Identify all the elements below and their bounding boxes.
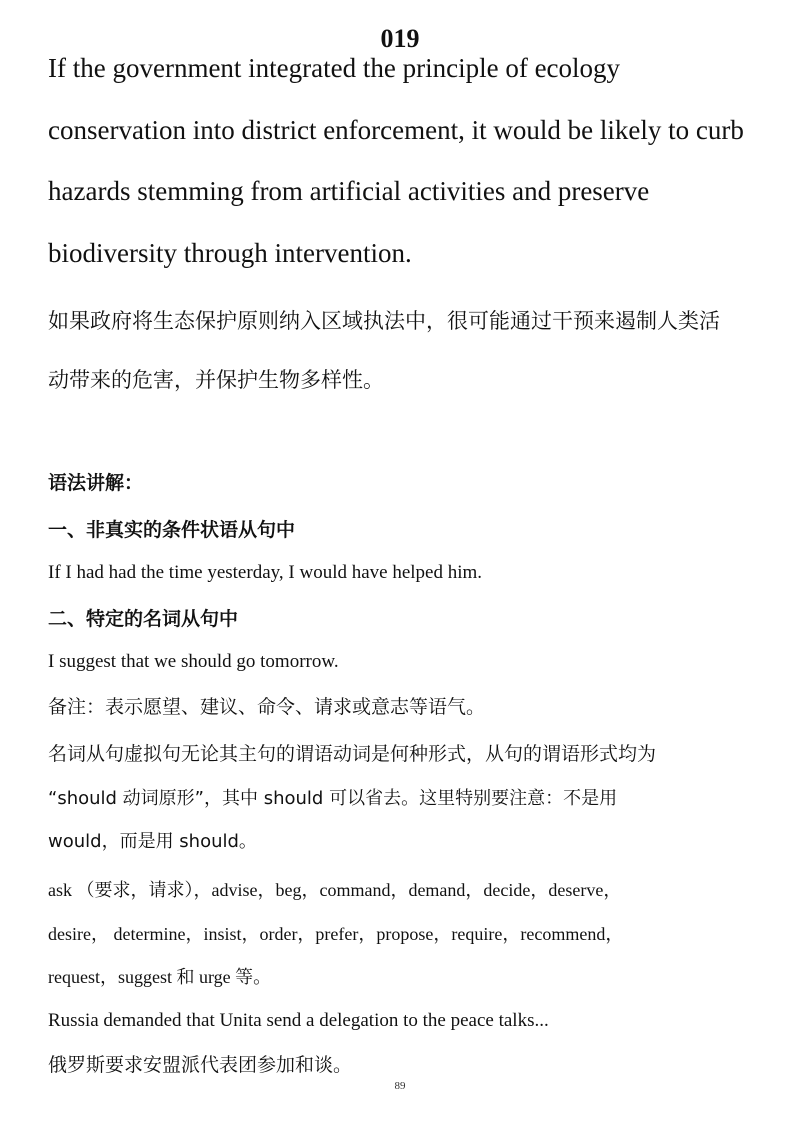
verbs-list-line-1: ask （要求，请求），advise，beg，command，demand，decide，deserve， (48, 880, 622, 900)
section-2-title: 二、特定的名词从句中 (48, 608, 239, 630)
example-sentence-en: Russia demanded that Unita send a delegation to the peace talks... (48, 1010, 549, 1031)
main-sentence-en-line-2: conservation into district enforcement, it would be likely to curb (48, 115, 744, 145)
explanation-line-1: 名词从句虚拟句无论其主句的谓语动词是何种形式，从句的谓语形式均为 (48, 743, 657, 765)
verbs-list-line-2: desire， determine，insist，order，prefer，propose，require，recommend， (48, 924, 624, 944)
main-sentence-en-line-4: biodiversity through intervention. (48, 238, 412, 268)
main-sentence-en-line-3: hazards stemming from artificial activities and preserve (48, 176, 650, 206)
section-1-example: If I had had the time yesterday, I would have helped him. (48, 562, 483, 583)
verbs-list-line-3: request，suggest 和 urge 等。 (48, 967, 272, 987)
section-1-title: 一、非真实的条件状语从句中 (48, 519, 296, 541)
main-sentence-zh-line-1: 如果政府将生态保护原则纳入区域执法中，很可能通过干预来遏制人类活 (48, 309, 720, 333)
main-sentence-en-line-1: If the government integrated the principle of ecology (48, 53, 621, 83)
example-sentence-zh: 俄罗斯要求安盟派代表团参加和谈。 (48, 1054, 353, 1076)
explanation-line-2: “should 动词原形”，其中 should 可以省去。这里特别要注意：不是用 (48, 788, 618, 809)
page-number-heading: 019 (380, 24, 420, 53)
explanation-line-3: would，而是用 should。 (48, 831, 257, 852)
main-sentence-zh-line-2: 动带来的危害，并保护生物多样性。 (48, 368, 384, 392)
page-number-footer: 89 (394, 1080, 406, 1092)
grammar-heading: 语法讲解： (48, 472, 144, 494)
section-2-example: I suggest that we should go tomorrow. (48, 651, 339, 672)
note-text: 备注：表示愿望、建议、命令、请求或意志等语气。 (48, 696, 486, 718)
